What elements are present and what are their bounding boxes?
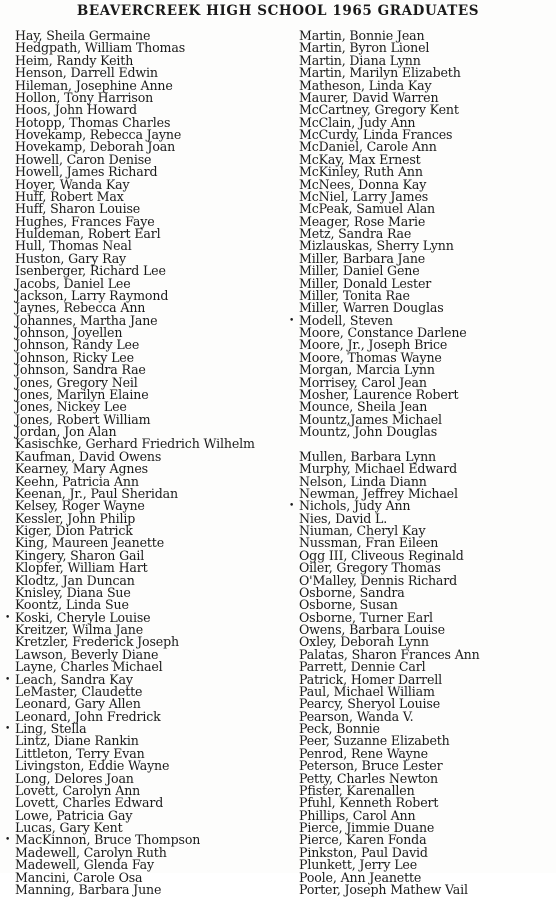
- graduate-name: • Nichols, Judy Ann: [290, 500, 552, 512]
- graduate-name: Matheson, Linda Kay: [299, 77, 432, 93]
- graduate-name: Osborne, Susan: [299, 597, 398, 613]
- graduate-name: Patrick, Homer Darrell: [299, 671, 443, 687]
- graduate-name: Huldeman, Robert Earl: [15, 226, 161, 241]
- graduate-name: Paul, Michael William: [299, 683, 435, 699]
- graduate-name: Pearson, Wanda V.: [299, 708, 414, 724]
- graduate-name: Martin, Bonnie Jean: [299, 28, 425, 43]
- graduate-name: Jordan, Jon Alan: [15, 424, 117, 439]
- graduate-name: Huston, Gary Ray: [15, 250, 127, 266]
- graduate-name: Miller, Barbara Jane: [299, 250, 426, 266]
- graduate-name: Hollon, Tony Harrison: [15, 89, 154, 105]
- graduate-name: Littleton, Terry Evan: [15, 745, 145, 761]
- graduate-name: Hoos, John Howard: [15, 102, 137, 118]
- graduate-name: Jones, Gregory Neil: [15, 374, 138, 390]
- graduate-name: Jones, Nickey Lee: [15, 399, 127, 415]
- graduate-name: Keehn, Patricia Ann: [15, 473, 139, 489]
- graduate-name: Lawson, Beverly Diane: [15, 646, 159, 662]
- graduate-name: Long, Delores Joan: [15, 770, 134, 786]
- graduate-name: Osborne, Turner Earl: [299, 609, 433, 625]
- graduate-name: Nelson, Linda Diann: [299, 473, 427, 489]
- graduate-name: McKay, Max Ernest: [299, 151, 421, 167]
- graduate-name: McNees, Donna Kay: [299, 176, 427, 192]
- graduate-name: Jones, Robert William: [15, 411, 151, 427]
- graduate-name: Keenan, Jr., Paul Sheridan: [15, 485, 178, 501]
- graduate-name: Moore, Jr., Joseph Brice: [299, 337, 448, 353]
- graduate-name: • Modell, Steven: [290, 315, 552, 327]
- graduate-name: Lovett, Charles Edward: [15, 795, 164, 811]
- graduate-name: Kaufman, David Owens: [15, 448, 162, 464]
- graduate-name: Pierce, Jimmie Duane: [299, 820, 435, 835]
- graduate-name: Lintz, Diane Rankin: [15, 733, 139, 749]
- graduate-name: Kearney, Mary Agnes: [15, 461, 148, 477]
- graduate-name: Martin, Byron Lionel: [299, 40, 430, 56]
- graduate-name: Mullen, Barbara Lynn: [299, 448, 436, 464]
- graduate-name: Johannes, Martha Jane: [15, 312, 158, 328]
- graduate-name: Mountz, John Douglas: [299, 424, 438, 439]
- graduate-name: Morrisey, Carol Jean: [299, 374, 427, 390]
- graduate-name: Metz, Sandra Rae: [299, 226, 412, 241]
- graduate-name: Nies, David L.: [299, 510, 388, 526]
- graduate-name: Hedgpath, William Thomas: [15, 40, 186, 56]
- graduate-name: Klopfer, William Hart: [15, 560, 148, 576]
- graduate-name: Osborne, Sandra: [299, 584, 405, 600]
- graduate-name: Murphy, Michael Edward: [299, 461, 458, 477]
- graduate-name: Heim, Randy Keith: [15, 52, 134, 68]
- graduate-name: McCartney, Gregory Kent: [299, 102, 459, 118]
- graduate-name: Phillips, Carol Ann: [299, 807, 416, 823]
- graduate-name: Jones, Marilyn Elaine: [15, 386, 149, 402]
- graduate-name: • MacKinnon, Bruce Thompson: [6, 834, 296, 846]
- graduate-name: Meager, Rose Marie: [299, 213, 426, 229]
- graduate-name: Palatas, Sharon Frances Ann: [299, 646, 480, 662]
- graduate-name: • Ling, Stella: [6, 723, 296, 735]
- graduate-name: Poole, Ann Jeanette: [299, 869, 422, 885]
- graduate-name: Lucas, Gary Kent: [15, 820, 123, 835]
- graduate-name: Mounce, Sheila Jean: [299, 399, 428, 415]
- graduate-name: Penrod, Rene Wayne: [299, 745, 428, 761]
- page-title: BEAVERCREEK HIGH SCHOOL 1965 GRADUATES: [76, 3, 480, 19]
- graduate-name: Kreitzer, Wilma Jane: [15, 622, 144, 637]
- graduate-name: McKinley, Ruth Ann: [299, 164, 423, 180]
- graduate-name: McCurdy, Linda Frances: [299, 127, 453, 142]
- graduate-name: Miller, Tonita Rae: [299, 287, 410, 303]
- graduate-name: Isenberger, Richard Lee: [15, 263, 166, 279]
- graduate-name: Hovekamp, Rebecca Jayne: [15, 127, 182, 142]
- graduate-name: Livingston, Eddie Wayne: [15, 758, 170, 774]
- graduate-name: Lowe, Patricia Gay: [15, 807, 133, 823]
- graduate-name: Porter, Joseph Mathew Vail: [299, 881, 468, 897]
- graduate-name: Miller, Donald Lester: [299, 275, 432, 291]
- graduate-name: Hileman, Josephine Anne: [15, 77, 173, 93]
- graduate-name: Hay, Sheila Germaine: [15, 28, 151, 43]
- graduate-name: Ogg III, Cliveous Reginald: [299, 547, 464, 563]
- graduate-name: Jackson, Larry Raymond: [15, 287, 169, 303]
- graduate-name: LeMaster, Claudette: [15, 683, 143, 699]
- graduate-name: Johnson, Sandra Rae: [15, 362, 146, 378]
- graduate-name: Moore, Thomas Wayne: [299, 349, 442, 365]
- graduate-name: Peck, Bonnie: [299, 721, 380, 736]
- graduate-name: Hotopp, Thomas Charles: [15, 114, 171, 130]
- graduate-name: Pearcy, Sheryol Louise: [299, 696, 441, 712]
- graduate-name: Huff, Robert Max: [15, 188, 124, 204]
- graduate-name: Leonard, John Fredrick: [15, 708, 161, 724]
- graduate-name: Mountz,James Michael: [299, 411, 442, 427]
- graduate-name: Howell, James Richard: [15, 164, 158, 180]
- graduate-name: Kasischke, Gerhard Friedrich Wilhelm: [15, 436, 255, 452]
- graduate-name: Layne, Charles Michael: [15, 659, 163, 675]
- graduate-name: Kessler, John Philip: [15, 510, 136, 526]
- graduate-name: Jaynes, Rebecca Ann: [15, 300, 146, 316]
- graduate-name: Huff, Sharon Louise: [15, 201, 141, 217]
- graduate-name: Koontz, Linda Sue: [15, 597, 129, 613]
- graduate-name: Madewell, Glenda Fay: [15, 857, 154, 873]
- graduate-name: Peer, Suzanne Elizabeth: [299, 733, 450, 749]
- graduate-name: Oiler, Gregory Thomas: [299, 560, 441, 576]
- graduate-name: Kingery, Sharon Gail: [15, 547, 145, 563]
- graduate-name: Lovett, Carolyn Ann: [15, 782, 141, 798]
- graduate-name: Manning, Barbara June: [15, 881, 162, 897]
- graduate-name: • Leach, Sandra Kay: [6, 674, 296, 686]
- graduate-name: Pfister, Karenallen: [299, 782, 415, 798]
- graduate-name: Hoyer, Wanda Kay: [15, 176, 130, 192]
- graduate-name: King, Maureen Jeanette: [15, 535, 165, 551]
- graduate-name: Plunkett, Jerry Lee: [299, 857, 418, 873]
- graduate-name: Newman, Jeffrey Michael: [299, 485, 458, 501]
- graduate-name: Niuman, Cheryl Kay: [299, 523, 426, 538]
- graduate-name: McNiel, Larry James: [299, 188, 429, 204]
- graduate-name: Maurer, David Warren: [299, 89, 439, 105]
- graduate-name: McClain, Judy Ann: [299, 114, 416, 130]
- graduate-name: Henson, Darrell Edwin: [15, 65, 158, 81]
- graduate-name: Knisley, Diana Sue: [15, 584, 131, 600]
- graduate-name: Miller, Daniel Gene: [299, 263, 420, 279]
- graduate-name: Parrett, Dennie Carl: [299, 659, 426, 675]
- graduates-list-left: [6, 30, 296, 896]
- graduate-name: Moore, Constance Darlene: [299, 325, 467, 340]
- graduate-name: Mizlauskas, Sherry Lynn: [299, 238, 454, 254]
- graduate-name: Peterson, Bruce Lester: [299, 758, 443, 774]
- graduates-list-right: [290, 30, 552, 896]
- graduate-name: Jacobs, Daniel Lee: [15, 275, 131, 291]
- graduate-name: Pfuhl, Kenneth Robert: [299, 795, 439, 811]
- graduate-name: Martin, Diana Lynn: [299, 52, 421, 68]
- graduate-name: Klodtz, Jan Duncan: [15, 572, 135, 588]
- graduate-name: Oxley, Deborah Lynn: [299, 634, 429, 650]
- graduate-name: Owens, Barbara Louise: [299, 622, 445, 637]
- graduate-name: Petty, Charles Newton: [299, 770, 439, 786]
- graduate-name: Johnson, Randy Lee: [15, 337, 140, 353]
- graduate-name: Hull, Thomas Neal: [15, 238, 132, 254]
- graduate-name: Leonard, Gary Allen: [15, 696, 141, 712]
- graduate-name: Mancini, Carole Osa: [15, 869, 143, 885]
- graduate-name: Martin, Marilyn Elizabeth: [299, 65, 461, 81]
- graduate-name: • Koski, Cheryle Louise: [6, 612, 296, 624]
- graduate-name: Kretzler, Frederick Joseph: [15, 634, 179, 650]
- graduate-name: McPeak, Samuel Alan: [299, 201, 436, 217]
- graduate-name: Madewell, Carolyn Ruth: [15, 844, 167, 860]
- graduate-name: Miller, Warren Douglas: [299, 300, 444, 316]
- graduate-name: O'Malley, Dennis Richard: [299, 572, 458, 588]
- graduate-name: Nussman, Fran Eileen: [299, 535, 439, 551]
- graduate-name: Pierce, Karen Fonda: [299, 832, 427, 848]
- graduate-name: Morgan, Marcia Lynn: [299, 362, 435, 378]
- graduate-name: Hovekamp, Deborah Joan: [15, 139, 176, 155]
- graduate-name: Kelsey, Roger Wayne: [15, 498, 145, 514]
- graduate-name: McDaniel, Carole Ann: [299, 139, 437, 155]
- graduate-name: Mosher, Laurence Robert: [299, 386, 459, 402]
- graduate-name: Johnson, Joyellen: [15, 325, 123, 340]
- graduate-name: Kiger, Dion Patrick: [15, 523, 133, 538]
- graduate-name: Johnson, Ricky Lee: [15, 349, 134, 365]
- graduate-name: Howell, Caron Denise: [15, 151, 152, 167]
- graduate-name: Pinkston, Paul David: [299, 844, 428, 860]
- graduate-name: Hughes, Frances Faye: [15, 213, 155, 229]
